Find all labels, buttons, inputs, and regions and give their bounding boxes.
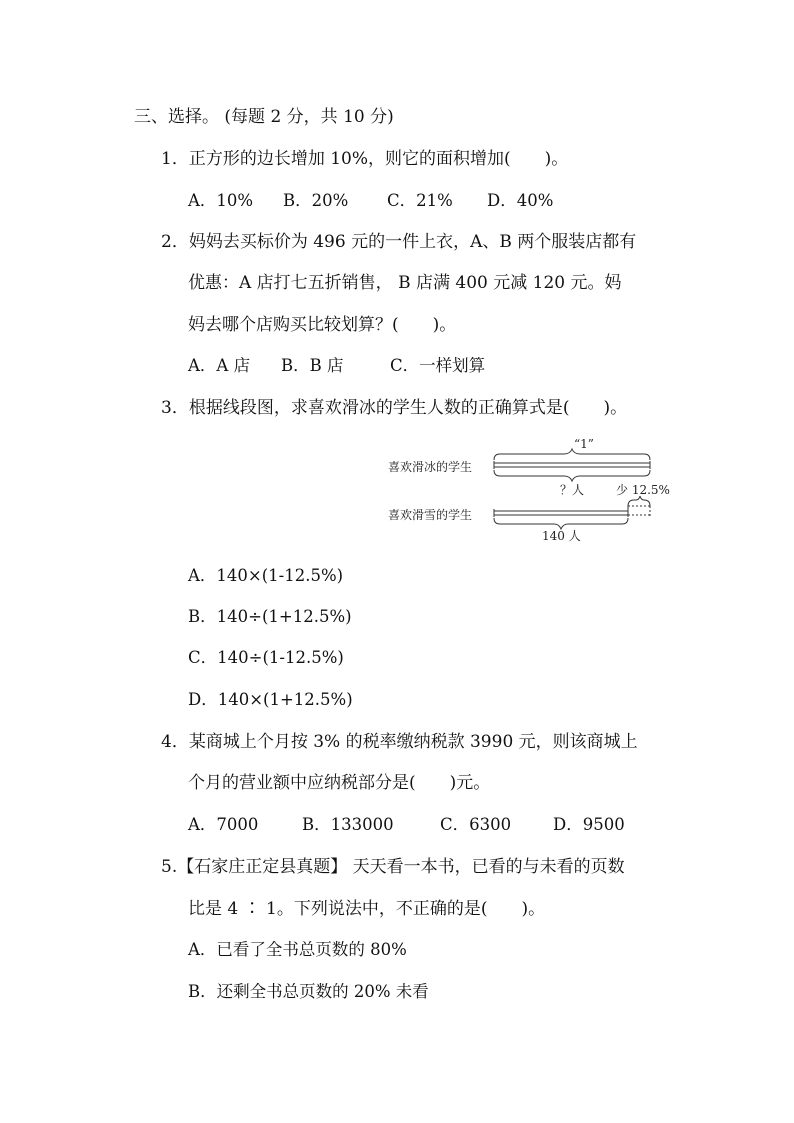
q3-option-b: B．140÷(1+12.5%) — [188, 607, 352, 626]
row1-bottom-brace — [494, 470, 650, 481]
top-brace — [494, 449, 650, 460]
question-2-stem-line3: 妈去哪个店购买比较划算？( )。 — [188, 315, 457, 335]
q4-option-a: A．7000 — [188, 815, 259, 834]
question-4-stem-line2: 个月的营业额中应纳税部分是( )元。 — [188, 773, 491, 793]
diagram-row2-count: 140 人 — [542, 529, 581, 543]
q5-option-b: B．还剩全书总页数的 20% 未看 — [188, 982, 429, 1001]
row2-bottom-brace — [494, 518, 628, 529]
q2-option-b: B．B 店 — [281, 356, 344, 375]
q1-option-c: C．21% — [387, 191, 453, 210]
difference-brace — [628, 496, 650, 506]
question-4-stem-line1: 4．某商城上个月按 3% 的税率缴纳税款 3990 元，则该商城上 — [161, 732, 638, 752]
q4-option-c: C．6300 — [440, 815, 512, 834]
q1-option-d: D．40% — [487, 191, 554, 210]
section-title: 三、选择。 (每题 2 分，共 10 分) — [134, 107, 394, 127]
diagram-row1-label: 喜欢滑冰的学生 — [388, 460, 473, 474]
question-1-stem: 1．正方形的边长增加 10%，则它的面积增加( )。 — [161, 149, 569, 169]
question-2-stem-line1: 2．妈妈去买标价为 496 元的一件上衣，A、B 两个服装店都有 — [161, 232, 637, 252]
q2-option-c: C．一样划算 — [390, 356, 486, 375]
q2-option-a: A．A 店 — [188, 356, 251, 375]
diagram-unit-label: “1” — [574, 437, 594, 451]
q5-option-a: A．已看了全书总页数的 80% — [188, 940, 407, 959]
q3-option-a: A．140×(1-12.5%) — [188, 566, 344, 585]
diagram-row1-unknown: ？人 — [560, 483, 585, 497]
q3-option-d: D．140×(1+12.5%) — [188, 690, 353, 709]
q1-option-b: B．20% — [283, 191, 349, 210]
question-3-stem: 3．根据线段图，求喜欢滑冰的学生人数的正确算式是( )。 — [161, 398, 628, 418]
q1-option-a: A．10% — [188, 191, 254, 210]
q4-option-d: D．9500 — [553, 815, 625, 834]
question-5-stem-line1: 5.【石家庄正定县真题】 天天看一本书，已看的与未看的页数 — [161, 857, 625, 877]
q3-option-c: C．140÷(1-12.5%) — [188, 648, 344, 667]
diagram-less-label: 少 12.5% — [616, 483, 670, 497]
question-2-stem-line2: 优惠：A 店打七五折销售， B 店满 400 元减 120 元。妈 — [188, 273, 622, 293]
line-segment-diagram — [384, 434, 684, 544]
question-5-stem-line2: 比是 4 ∶ 1。下列说法中，不正确的是( )。 — [188, 899, 546, 919]
q4-option-b: B．133000 — [302, 815, 394, 834]
diagram-row2-label: 喜欢滑雪的学生 — [388, 508, 473, 522]
